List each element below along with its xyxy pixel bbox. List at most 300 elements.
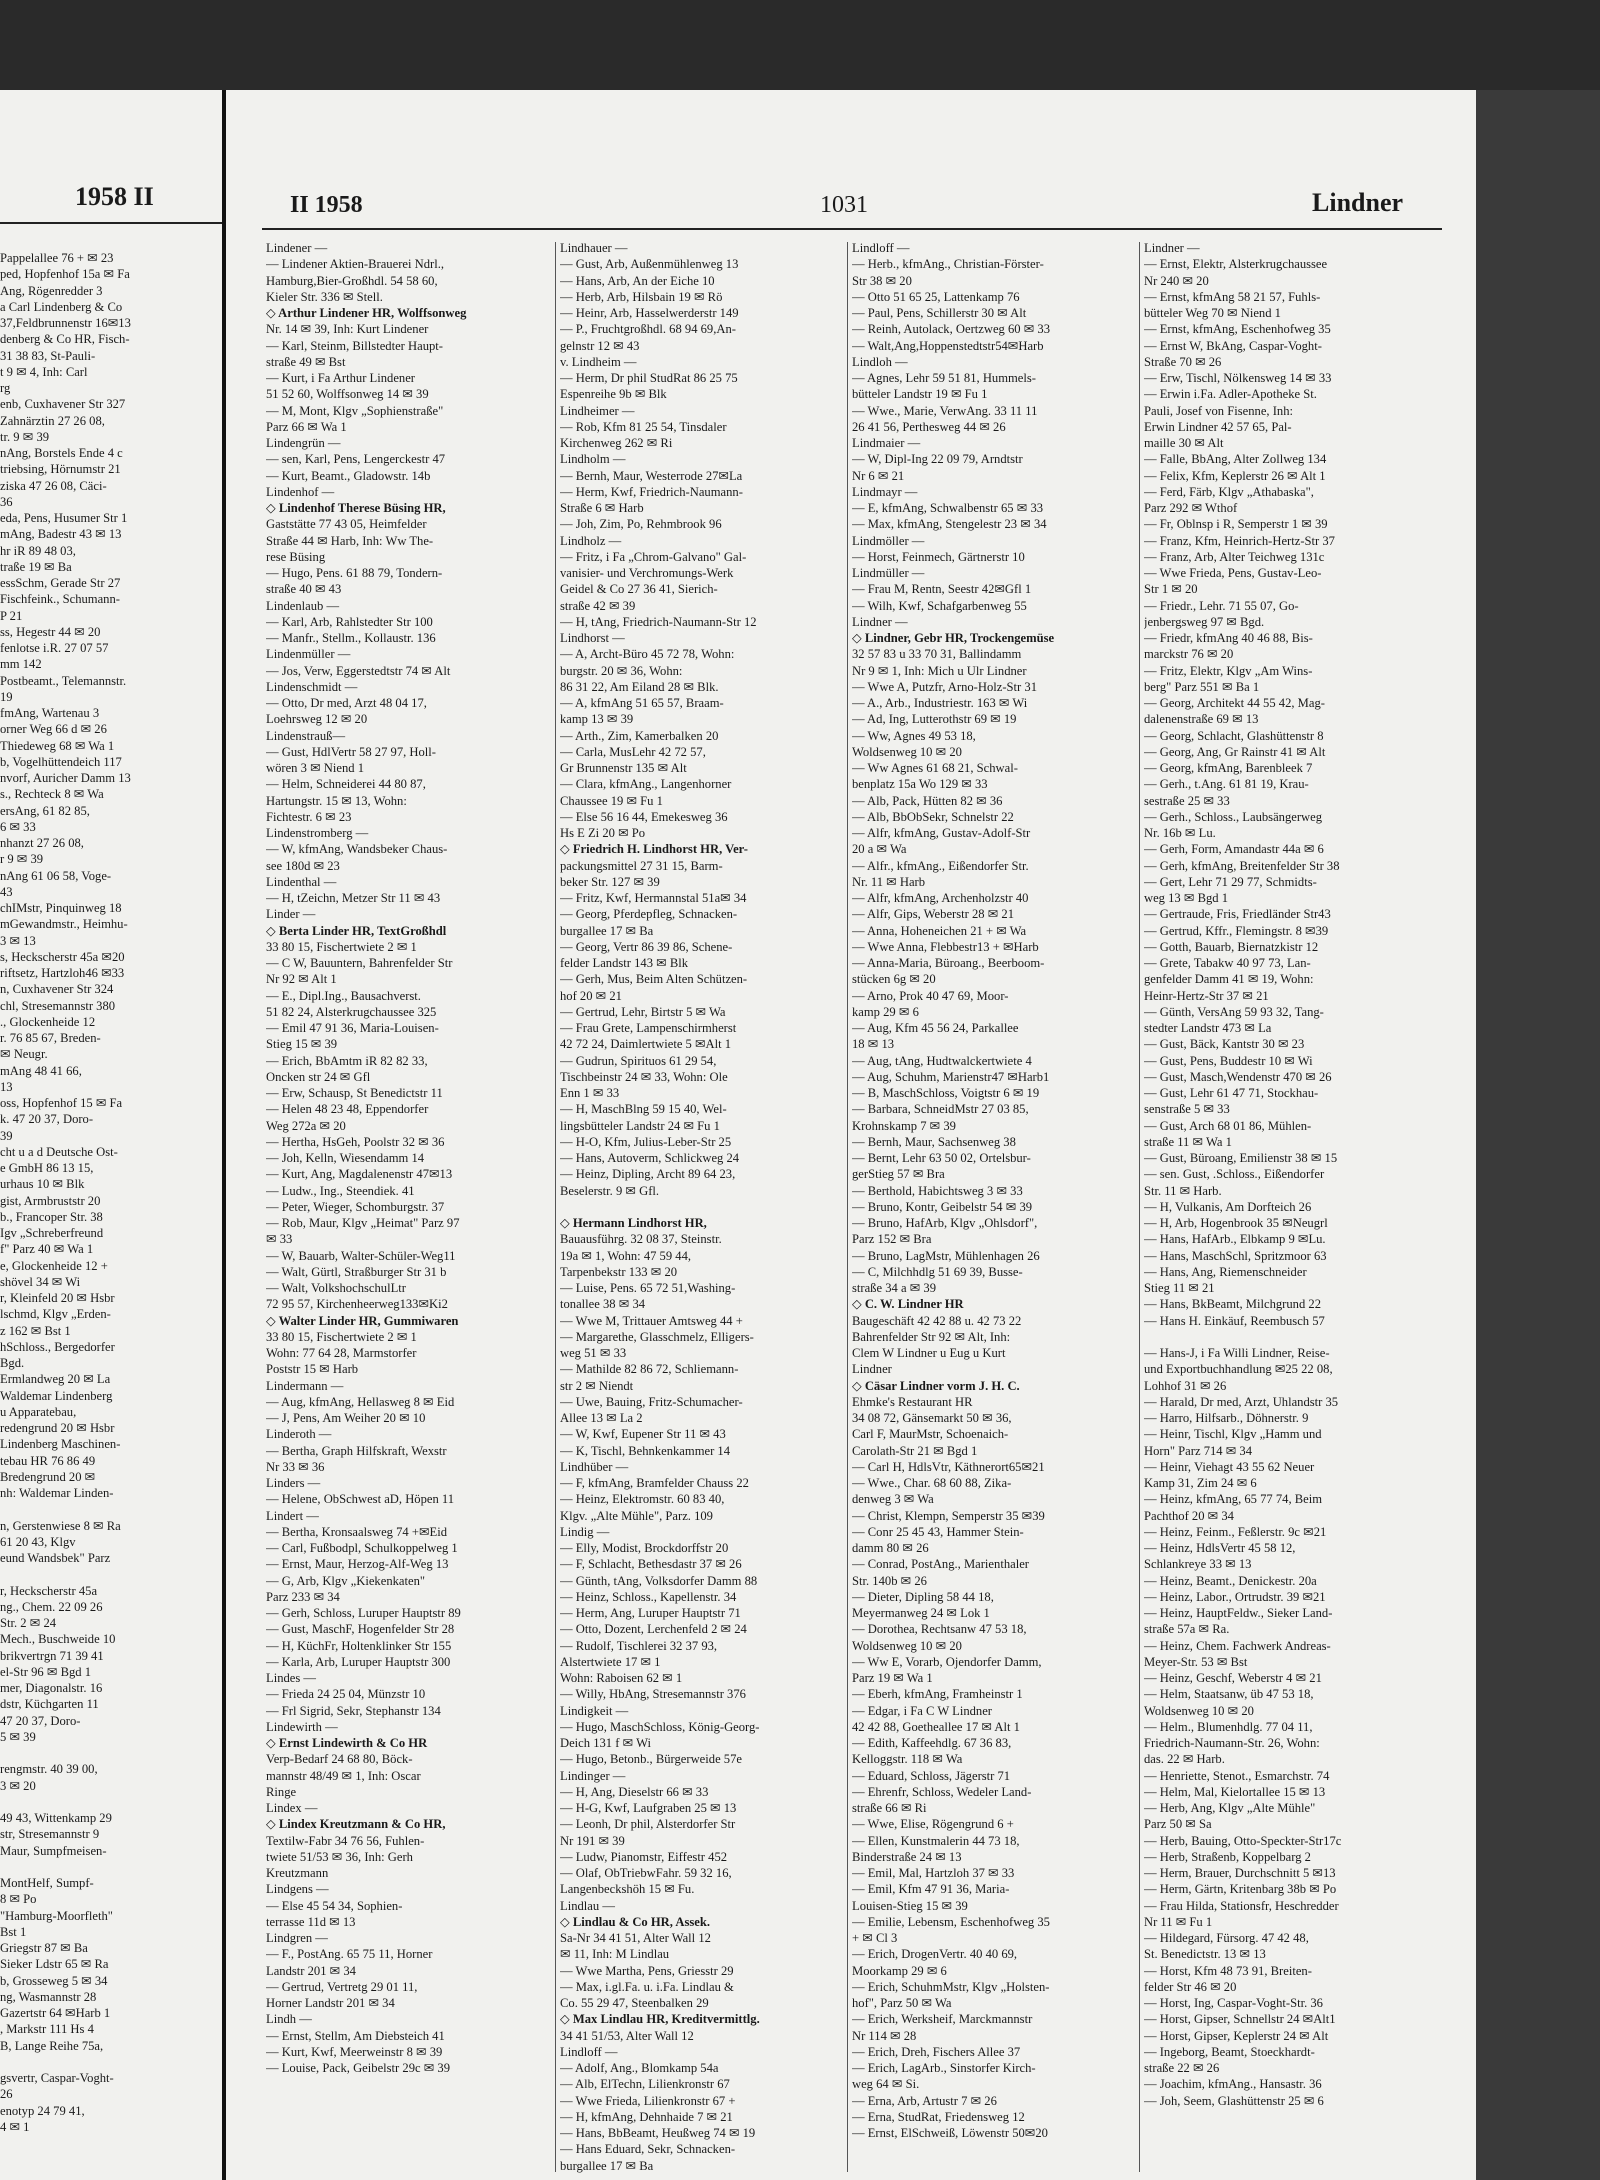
directory-entry-line: das. 22 ✉ Harb. [1144, 1752, 1225, 1767]
directory-entry-line: 26 [0, 2087, 13, 2102]
directory-entry-line: Lindhauer — [560, 241, 628, 255]
directory-entry-line: eund Wandsbek" Parz [0, 1551, 111, 1565]
directory-entry-line: Lindloff — [852, 241, 910, 255]
directory-entry-line: twiete 51/53 ✉ 36, Inh: Gerh [266, 1849, 413, 1864]
directory-entry-line: — Hans, Autoverm, Schlickweg 24 [560, 1151, 740, 1165]
directory-entry-line [0, 1794, 220, 1810]
directory-entry-line: Heinr-Hertz-Str 37 ✉ 21 [1144, 988, 1269, 1003]
directory-entry-line: Lindigkeit — [560, 1703, 629, 1718]
directory-entry-line: — Alb, Pack, Hütten 82 ✉ 36 [852, 793, 1003, 808]
directory-entry-line: r, Heckscherstr 45a [0, 1583, 98, 1598]
directory-entry-line: — Gust, Masch,Wendenstr 470 ✉ 26 [1144, 1069, 1332, 1084]
right-page-number: 1031 [820, 192, 868, 218]
directory-entry-line: stedter Landstr 473 ✉ La [1144, 1021, 1272, 1035]
directory-entry-line: — Erwin i.Fa. Adler-Apotheke St. [1144, 387, 1317, 402]
directory-entry-line: — Erw, Tischl, Nölkensweg 14 ✉ 33 [1144, 371, 1332, 385]
directory-entry-line: ✉ 11, Inh: M Lindlau [560, 1947, 670, 1962]
directory-entry-line: — Heinz, Dipling, Archt 89 64 23, [560, 1167, 736, 1182]
directory-entry-line: — Gust, Arch 68 01 86, Mühlen- [1144, 1118, 1312, 1133]
directory-entry-line: hof 20 ✉ 21 [560, 988, 622, 1003]
directory-entry-line: 32 57 83 u 33 70 31, Ballindamm [852, 647, 1022, 662]
directory-entry-line: weg 64 ✉ Si. [852, 2077, 920, 2092]
directory-entry-line: Tischbeinstr 24 ✉ 33, Wohn: Ole [560, 1069, 728, 1084]
directory-entry-line: Langenbeckshöh 15 ✉ Fu. [560, 1882, 695, 1897]
directory-entry-line: 19a ✉ 1, Wohn: 47 59 44, [560, 1248, 692, 1263]
directory-entry-line: — Christ, Klempn, Semperstr 35 ✉39 [852, 1508, 1045, 1523]
directory-entry-line: — Helen 48 23 48, Eppendorfer [266, 1102, 429, 1117]
right-header-rule [262, 228, 1442, 230]
directory-entry-line: — H, tZeichn, Metzer Str 11 ✉ 43 [266, 891, 441, 905]
directory-entry-line: Lindenstromberg — [266, 826, 369, 840]
directory-entry-line: denberg & Co HR, Fisch- [0, 332, 130, 347]
directory-entry-line: — Aug, tAng, Hudtwalckertwiete 4 [852, 1053, 1032, 1068]
directory-entry-line: mGewandmstr., Heimhu- [0, 917, 128, 932]
directory-entry-line: — Joh, Kelln, Wiesendamm 14 [266, 1151, 425, 1165]
directory-entry-line: eda, Pens, Husumer Str 1 [0, 511, 128, 525]
directory-entry-line: — Clara, kfmAng., Langenhorner [560, 777, 732, 792]
directory-entry-line: Gaststätte 77 43 05, Heimfelder [266, 517, 427, 532]
directory-entry-line: — Bruno, Kontr, Geibelstr 54 ✉ 39 [852, 1199, 1033, 1214]
directory-entry-line: Lindengrün — [266, 436, 341, 450]
directory-entry-line: r. 76 85 67, Breden- [0, 1031, 101, 1045]
directory-entry-line: n, Cuxhavener Str 324 [0, 982, 114, 997]
column-divider [1139, 242, 1140, 2172]
directory-entry-line: — Herm, Gärtn, Kritenbarg 38b ✉ Po [1144, 1882, 1337, 1897]
directory-entry-line: — Ehrenfr, Schloss, Wedeler Land- [852, 1784, 1032, 1799]
directory-entry-line: — H, Ang, Dieselstr 66 ✉ 33 [560, 1784, 709, 1799]
directory-entry-line: — Carl H, HdlsVtr, Käthnerort65✉21 [852, 1459, 1045, 1474]
directory-entry-line: Lindenschmidt — [266, 679, 358, 694]
directory-entry-line: Kamp 31, Zim 24 ✉ 6 [1144, 1476, 1257, 1490]
directory-entry-line: — Otto 51 65 25, Lattenkamp 76 [852, 289, 1020, 304]
directory-entry-line: — J, Pens, Am Weiher 20 ✉ 10 [266, 1411, 426, 1425]
directory-entry-line: — Hildegard, Fürsorg. 47 42 48, [1144, 1931, 1309, 1945]
directory-entry-line: Lindholz — [560, 533, 622, 548]
directory-entry-line: rg [0, 381, 11, 395]
directory-entry-line: Moorkamp 29 ✉ 6 [852, 1963, 947, 1978]
directory-entry-line: Lindenlaub — [266, 598, 340, 613]
directory-entry-line: straße 11 ✉ Wa 1 [1144, 1134, 1232, 1149]
directory-entry-line: Linderoth — [266, 1427, 332, 1442]
directory-entry-line: 42 72 24, Daimlertwiete 5 ✉Alt 1 [560, 1037, 732, 1052]
directory-entry-line: Deich 131 f ✉ Wi [560, 1736, 651, 1750]
directory-entry-line: Bredengrund 20 ✉ [0, 1469, 96, 1484]
directory-entry-line: Nr 240 ✉ 20 [1144, 273, 1209, 288]
directory-entry-line: — Aug, Schuhm, Marienstr47 ✉Harb1 [852, 1069, 1050, 1084]
directory-entry-line: — Helm., Blumenhdlg. 77 04 11, [1144, 1719, 1313, 1734]
directory-entry-line: — Ernst, ElSchweiß, Löwenstr 50✉20 [852, 2126, 1048, 2140]
directory-entry-line: — Günth, tAng, Volksdorfer Damm 88 [560, 1573, 758, 1588]
directory-entry-line: Weg 272a ✉ 20 [266, 1118, 346, 1133]
directory-entry-line: Linders — [266, 1476, 321, 1490]
directory-entry-line: — Frau M, Rentn, Seestr 42✉Gfl 1 [852, 582, 1032, 597]
directory-entry-line: — Eberh, kfmAng, Framheinstr 1 [852, 1687, 1023, 1702]
directory-entry-line: Kelloggstr. 118 ✉ Wa [852, 1752, 963, 1767]
directory-entry-line: Waldemar Lindenberg [0, 1388, 113, 1403]
directory-entry-line: — Hugo, Betonb., Bürgerweide 57e [560, 1752, 742, 1767]
directory-entry-line: oss, Hopfenhof 15 ✉ Fa [0, 1096, 123, 1110]
directory-entry-line: burgstr. 20 ✉ 36, Wohn: [560, 663, 683, 678]
directory-entry-line: — Else 45 54 34, Sophien- [266, 1898, 403, 1913]
directory-entry-line: — Anna, Hoheneichen 21 + ✉ Wa [852, 923, 1027, 938]
directory-entry-line: ◇ Arthur Lindener HR, Wolffsonweg [266, 306, 467, 320]
directory-entry-line: Parz 50 ✉ Sa [1144, 1817, 1212, 1832]
directory-entry-line: — Wwe, Elise, Rögengrund 6 + [852, 1817, 1014, 1832]
directory-entry-line: 36 [0, 494, 13, 509]
directory-entry-line [0, 1501, 220, 1517]
directory-entry-line: Lindner [852, 1362, 892, 1377]
directory-entry-line: — Ww E, Vorarb, Ojendorfer Damm, [852, 1654, 1042, 1669]
directory-entry-line: — H, tAng, Friedrich-Naumann-Str 12 [560, 614, 757, 629]
directory-entry-line: el-Str 96 ✉ Bgd 1 [0, 1664, 92, 1679]
directory-entry-line: n, Gerstenwiese 8 ✉ Ra [0, 1518, 121, 1533]
directory-entry-line: ◇ Cäsar Lindner vorm J. H. C. [852, 1378, 1020, 1393]
directory-entry-line: — Rudolf, Tischlerei 32 37 93, [560, 1638, 718, 1653]
directory-entry-line: Allee 13 ✉ La 2 [560, 1411, 643, 1425]
directory-entry-line: ., Glockenheide 12 [0, 1014, 96, 1029]
directory-entry-line: hof", Parz 50 ✉ Wa [852, 1996, 952, 2010]
directory-entry-line: 5 ✉ 39 [0, 1729, 36, 1744]
directory-entry-line [1144, 1329, 1434, 1345]
directory-entry-line: Lindheimer — [560, 403, 635, 418]
directory-entry-line: — Walt, VolkshochschulLtr [266, 1281, 406, 1295]
directory-entry-line: gsvertr, Caspar-Voght- [0, 2071, 114, 2085]
directory-entry-line: 20 a ✉ Wa [852, 842, 907, 857]
directory-entry-line: brikvertrgn 71 39 41 [0, 1648, 104, 1663]
directory-entry-line: Straße 6 ✉ Harb [560, 501, 644, 515]
directory-entry-line: Horn" Parz 714 ✉ 34 [1144, 1443, 1253, 1458]
directory-entry-line: — Gust, HdlVertr 58 27 97, Holl- [266, 744, 437, 759]
directory-entry-line: — Hans, Arb, An der Eiche 10 [560, 273, 715, 288]
directory-entry-line: — E, kfmAng, Schwalbenstr 65 ✉ 33 [852, 501, 1044, 515]
directory-entry-line: — Wilh, Kwf, Schafgarbenweg 55 [852, 598, 1027, 613]
directory-entry-line: Bauausführg. 32 08 37, Steinstr. [560, 1232, 722, 1247]
directory-entry-line: — Walt, Gürtl, Straßburger Str 31 b [266, 1264, 447, 1279]
directory-entry-line: — Max, i.gl.Fa. u. i.Fa. Lindlau & [560, 1979, 734, 1994]
directory-entry-line: Pauli, Josef von Fisenne, Inh: [1144, 403, 1294, 418]
directory-entry-line: Igv „Schreberfreund [0, 1226, 104, 1240]
directory-entry-line: — P., Fruchtgroßhdl. 68 94 69,An- [560, 322, 736, 337]
directory-entry-line: straße 66 ✉ Ri [852, 1801, 927, 1815]
directory-entry-line: ◇ Ernst Lindewirth & Co HR [266, 1736, 428, 1750]
directory-entry-line: vanisier- und Verchromungs-Werk [560, 566, 734, 580]
directory-entry-line: — Alfr, Gips, Weberstr 28 ✉ 21 [852, 907, 1015, 922]
directory-entry-line: 18 ✉ 13 [852, 1037, 895, 1052]
directory-entry-line [0, 1859, 220, 1875]
directory-entry-line: gist, Armbruststr 20 [0, 1193, 101, 1208]
directory-entry-line: Lindenhof — [266, 484, 335, 499]
directory-entry-line: — Heinr, Tischl, Klgv „Hamm und [1144, 1427, 1322, 1442]
directory-entry-line: — Erna, StudRat, Friedensweg 12 [852, 2109, 1025, 2124]
directory-entry-line: ✉ Neugr. [0, 1047, 48, 1062]
directory-entry-line: — Gust, Arb, Außenmühlenweg 13 [560, 257, 739, 272]
directory-entry-line: — H, Vulkanis, Am Dorfteich 26 [1144, 1199, 1312, 1214]
directory-entry-line: Lindhorst — [560, 631, 625, 645]
directory-entry-line: ◇ Walter Linder HR, Gummiwaren [266, 1313, 459, 1328]
directory-entry-line: gelnstr 12 ✉ 43 [560, 338, 640, 353]
directory-entry-line: Nr. 11 ✉ Harb [852, 874, 926, 889]
directory-entry-line: lschmd, Klgv „Erden- [0, 1307, 111, 1322]
directory-entry-line: Bst 1 [0, 1924, 27, 1939]
directory-entry-line: — Wwe., Char. 68 60 88, Zika- [852, 1476, 1012, 1490]
directory-entry-line: — Ernst, Maur, Herzog-Alf-Weg 13 [266, 1557, 449, 1572]
directory-entry-line: Ringe [266, 1784, 297, 1799]
directory-entry-line: senstraße 5 ✉ 33 [1144, 1102, 1230, 1117]
directory-entry-line: stücken 6g ✉ 20 [852, 972, 936, 987]
directory-entry-line: 61 20 43, Klgv [0, 1534, 76, 1549]
directory-entry-line: St. Benedictstr. 13 ✉ 13 [1144, 1947, 1266, 1962]
directory-entry-line: — Mathilde 82 86 72, Schliemann- [560, 1362, 739, 1377]
directory-entry-line: Lindex — [266, 1801, 318, 1815]
directory-entry-line: 34 41 51/53, Alter Wall 12 [560, 2028, 694, 2043]
column-divider [555, 242, 556, 2172]
directory-entry-line: Fichtestr. 6 ✉ 23 [266, 809, 352, 824]
directory-entry-line: 51 82 24, Alsterkrugchaussee 325 [266, 1004, 437, 1019]
directory-column-1 [266, 240, 548, 2076]
directory-entry-line: — Horst, Feinmech, Gärtnerstr 10 [852, 549, 1025, 564]
directory-entry-line: mAng 48 41 66, [0, 1063, 82, 1078]
directory-entry-line: bütteler Weg 70 ✉ Niend 1 [1144, 306, 1281, 320]
directory-entry-line: essSchm, Gerade Str 27 [0, 576, 121, 590]
directory-entry-line: — Olaf, ObTriebwFahr. 59 32 16, [560, 1866, 732, 1880]
directory-entry-line: — Georg, Architekt 44 55 42, Mag- [1144, 696, 1325, 710]
directory-entry-line: mAng, Badestr 43 ✉ 13 [0, 527, 122, 542]
directory-entry-line: — Friedr, kfmAng 40 46 88, Bis- [1144, 631, 1313, 645]
directory-entry-line: — Frieda 24 25 04, Münzstr 10 [266, 1687, 426, 1702]
directory-entry-line: — Wwe., Marie, VerwAng. 33 11 11 [852, 403, 1038, 418]
directory-entry-line: — Ellen, Kunstmalerin 44 73 18, [852, 1833, 1020, 1848]
directory-entry-line: beker Str. 127 ✉ 39 [560, 874, 660, 889]
directory-entry-line: — Bernh, Maur, Westerrode 27✉La [560, 468, 743, 483]
directory-entry-line: Gazertstr 64 ✉Harb 1 [0, 2006, 111, 2020]
directory-entry-line: — Bertha, Kronsaalsweg 74 +✉Eid [266, 1524, 447, 1539]
directory-entry-line: B, Lange Reihe 75a, [0, 2038, 104, 2053]
directory-entry-line: — Herm, Brauer, Durchschnitt 5 ✉13 [1144, 1866, 1336, 1880]
directory-entry-line: — Georg, Vertr 86 39 86, Schene- [560, 939, 733, 954]
directory-entry-line: — Herb., kfmAng., Christian-Förster- [852, 257, 1044, 272]
directory-entry-line: nhanzt 27 26 08, [0, 836, 84, 850]
directory-entry-line: Ang, Rögenredder 3 [0, 283, 103, 298]
directory-entry-line: — Gerh, Form, Amandastr 44a ✉ 6 [1144, 842, 1324, 857]
directory-entry-line: — Franz, Kfm, Heinrich-Hertz-Str 37 [1144, 533, 1335, 548]
directory-entry-line: ◇ Friedrich H. Lindhorst HR, Ver- [560, 842, 748, 857]
directory-entry-line: Loehrsweg 12 ✉ 20 [266, 712, 368, 727]
directory-entry-line: — Felix, Kfm, Keplerstr 26 ✉ Alt 1 [1144, 468, 1326, 483]
directory-entry-line: — Arth., Zim, Kamerbalken 20 [560, 728, 719, 743]
directory-entry-line: Stieg 15 ✉ 39 [266, 1037, 338, 1052]
directory-entry-line: — W, Bauarb, Walter-Schüler-Weg11 [266, 1248, 456, 1263]
directory-entry-line: — Georg, kfmAng, Barenbleek 7 [1144, 761, 1313, 775]
directory-entry-line: Nr 11 ✉ Fu 1 [1144, 1914, 1213, 1929]
directory-entry-line: 86 31 22, Am Eiland 28 ✉ Blk. [560, 679, 719, 694]
directory-entry-line: 47 20 37, Doro- [0, 1713, 81, 1728]
directory-entry-line: ng, Wasmannstr 28 [0, 1989, 97, 2004]
directory-entry-line: — Otto, Dozent, Lerchenfeld 2 ✉ 24 [560, 1622, 747, 1637]
directory-entry-line: — K, Tischl, Behnkenkammer 14 [560, 1443, 731, 1458]
directory-entry-line: Parz 292 ✉ Wthof [1144, 501, 1238, 515]
directory-entry-line: — Bertha, Graph Hilfskraft, Wexstr [266, 1443, 447, 1458]
directory-entry-line: 8 ✉ Po [0, 1892, 37, 1907]
directory-entry-line: — Joh, Seem, Glashüttenstr 25 ✉ 6 [1144, 2093, 1324, 2108]
directory-entry-line: 19 [0, 689, 13, 704]
directory-entry-line: — Gotth, Bauarb, Biernatzkistr 12 [1144, 939, 1319, 954]
directory-entry-line: maille 30 ✉ Alt [1144, 436, 1224, 450]
directory-entry-line: Lindewirth — [266, 1719, 338, 1734]
directory-entry-line: Bahrenfelder Str 92 ✉ Alt, Inh: [852, 1329, 1011, 1344]
directory-entry-line: — Hans H. Einkäuf, Reembusch 57 [1144, 1313, 1325, 1328]
directory-entry-line: — Friedr., Lehr. 71 55 07, Go- [1144, 598, 1299, 613]
directory-entry-line: Thiedeweg 68 ✉ Wa 1 [0, 738, 115, 753]
directory-entry-line: Lindh — [266, 2012, 312, 2027]
directory-entry-line: — Frau Grete, Lampenschirmherst [560, 1021, 737, 1035]
directory-entry-line: — Joh, Zim, Po, Rehmbrook 96 [560, 517, 722, 532]
directory-entry-line: ◇ Max Lindlau HR, Kreditvermittlg. [560, 2012, 760, 2027]
directory-entry-line: Baugeschäft 42 42 88 u. 42 73 22 [852, 1313, 1022, 1328]
directory-entry-line: 3 ✉ 13 [0, 933, 36, 948]
directory-entry-line: — Gust, MaschF, Hogenfelder Str 28 [266, 1622, 455, 1637]
directory-entry-line: — Helm, Schneiderei 44 80 87, [266, 777, 426, 792]
directory-entry-line: — Herb, Ang, Klgv „Alte Mühle" [1144, 1801, 1316, 1815]
directory-entry-line: Sieker Ldstr 65 ✉ Ra [0, 1957, 109, 1972]
directory-entry-line: Parz 152 ✉ Bra [852, 1232, 932, 1247]
directory-entry-line: — Herm, Ang, Luruper Hauptstr 71 [560, 1606, 741, 1620]
directory-entry-line: — Alb, ElTechn, Lilienkronstr 67 [560, 2077, 730, 2092]
directory-entry-line: Straße 70 ✉ 26 [1144, 354, 1222, 369]
directory-entry-line: — W, Dipl-Ing 22 09 79, Arndtstr [852, 452, 1023, 467]
directory-entry-line: — Bernt, Lehr 63 50 02, Ortelsbur- [852, 1151, 1031, 1165]
directory-entry-line: — Ernst, Stellm, Am Diebsteich 41 [266, 2028, 445, 2043]
directory-entry-line: "Hamburg-Moorfleth" [0, 1908, 113, 1923]
directory-entry-line: Str. 140b ✉ 26 [852, 1573, 927, 1588]
directory-entry-line: shövel 34 ✉ Wi [0, 1274, 81, 1289]
directory-entry-line: MontHelf, Sumpf- [0, 1876, 94, 1890]
directory-entry-line: k. 47 20 37, Doro- [0, 1112, 94, 1127]
directory-entry-line: r 9 ✉ 39 [0, 852, 44, 867]
directory-entry-line: 34 08 72, Gänsemarkt 50 ✉ 36, [852, 1411, 1012, 1425]
directory-entry-line: Woldsenweg 10 ✉ 20 [852, 744, 962, 759]
directory-entry-line: Lindenthal — [266, 874, 337, 889]
directory-entry-line: — Anna-Maria, Büroang., Beerboom- [852, 956, 1045, 970]
right-page-header-year: II 1958 [290, 192, 363, 218]
directory-entry-line: — Emil 47 91 36, Maria-Louisen- [266, 1021, 439, 1035]
directory-entry-line: — Horst, Ing, Caspar-Voght-Str. 36 [1144, 1996, 1323, 2010]
directory-entry-line: Nr 9 ✉ 1, Inh: Mich u Ulr Lindner [852, 663, 1027, 678]
directory-entry-line: straße 42 ✉ 39 [560, 598, 636, 613]
directory-entry-line: — Alfr, kfmAng, Gustav-Adolf-Str [852, 826, 1031, 840]
directory-entry-line: a Carl Lindenberg & Co [0, 299, 123, 314]
directory-entry-line: — Otto, Dr med, Arzt 48 04 17, [266, 696, 427, 710]
directory-entry-line: rese Büsing [266, 549, 326, 564]
directory-entry-line: — Alfr., kfmAng., Eißendorfer Str. [852, 858, 1029, 873]
directory-entry-line: Espenreihe 9b ✉ Blk [560, 387, 667, 402]
directory-entry-line: — H, kfmAng, Dehnhaide 7 ✉ 21 [560, 2109, 733, 2124]
directory-entry-line: — Arno, Prok 40 47 69, Moor- [852, 988, 1009, 1003]
directory-entry-line: ng., Chem. 22 09 26 [0, 1599, 103, 1614]
directory-entry-line: — Georg, Ang, Gr Rainstr 41 ✉ Alt [1144, 744, 1326, 759]
directory-entry-line: redengrund 20 ✉ Hsbr [0, 1421, 115, 1435]
directory-entry-line: — Erich, DrogenVertr. 40 40 69, [852, 1947, 1018, 1962]
left-header-rule [0, 222, 222, 224]
directory-column-4 [1144, 240, 1434, 2109]
directory-entry-line: — Hans, BkBeamt, Milchgrund 22 [1144, 1297, 1321, 1312]
directory-entry-line: chIMstr, Pinquinweg 18 [0, 901, 122, 915]
directory-entry-line: — Bruno, HafArb, Klgv „Ohlsdorf", [852, 1216, 1038, 1230]
directory-entry-line: — Wwe Anna, Flebbestr13 + ✉Harb [852, 939, 1039, 954]
directory-entry-line: Lindmayr — [852, 484, 918, 499]
directory-entry-line: Clem W Lindner u Eug u Kurt [852, 1346, 1006, 1360]
directory-entry-line: — Heinz, Schloss., Kapellenstr. 34 [560, 1589, 737, 1604]
directory-entry-line: straße 22 ✉ 26 [1144, 2061, 1220, 2075]
directory-entry-line: tr. 9 ✉ 39 [0, 429, 50, 444]
directory-entry-line: tonallee 38 ✉ 34 [560, 1297, 646, 1312]
directory-entry-line: — Hugo, Pens. 61 88 79, Tondern- [266, 566, 443, 580]
directory-entry-line: Linder — [266, 907, 316, 922]
directory-entry-line: — Heinz, Beamt., Denickestr. 20a [1144, 1573, 1317, 1588]
directory-entry-line: ◇ C. W. Lindner HR [852, 1297, 964, 1312]
directory-entry-line [560, 1199, 842, 1215]
directory-entry-line: wören 3 ✉ Niend 1 [266, 761, 364, 775]
directory-entry-line: Lindenstrauß— [266, 728, 346, 743]
directory-entry-line: — Gerh, Schloss, Luruper Hauptstr 89 [266, 1606, 461, 1620]
directory-entry-line: e GmbH 86 13 15, [0, 1161, 94, 1175]
directory-entry-line: nAng 61 06 58, Voge- [0, 868, 112, 883]
directory-entry-line: — Horst, Gipser, Schnellstr 24 ✉Alt1 [1144, 2012, 1336, 2027]
directory-entry-line: — Dorothea, Rechtsanw 47 53 18, [852, 1622, 1027, 1637]
directory-entry-line: — Heinz, kfmAng, 65 77 74, Beim [1144, 1492, 1323, 1507]
directory-entry-line: — Gust, Büroang, Emilienstr 38 ✉ 15 [1144, 1151, 1338, 1165]
directory-entry-line: Nr 92 ✉ Alt 1 [266, 972, 337, 987]
directory-entry-line: — Gertrud, Vertretg 29 01 11, [266, 1979, 418, 1994]
directory-entry-line: — Aug, kfmAng, Hellasweg 8 ✉ Eid [266, 1394, 455, 1409]
directory-entry-line: berg" Parz 551 ✉ Ba 1 [1144, 679, 1260, 694]
directory-entry-line: Lindner — [852, 614, 908, 629]
directory-entry-line: Zahnärztin 27 26 08, [0, 413, 105, 428]
directory-entry-line: Lindig — [560, 1524, 610, 1539]
directory-entry-line: Tarpenbekstr 133 ✉ 20 [560, 1264, 678, 1279]
directory-entry-line: — Herb, Straßenb, Koppelbarg 2 [1144, 1849, 1311, 1864]
directory-entry-line: 31 38 83, St-Pauli- [0, 348, 96, 363]
directory-entry-line: burgallee 17 ✉ Ba [560, 923, 654, 938]
right-page-running-head: Lindner [1312, 188, 1404, 217]
directory-entry-line: — Else 56 16 44, Emekesweg 36 [560, 809, 728, 824]
directory-entry-line: — Heinz, Feinm., Feßlerstr. 9c ✉21 [1144, 1524, 1327, 1539]
directory-entry-line: 4 ✉ 1 [0, 2119, 30, 2134]
directory-entry-line: — Kurt, Ang, Magdalenenstr 47✉13 [266, 1167, 453, 1182]
directory-entry-line: Str 1 ✉ 20 [1144, 582, 1198, 597]
directory-entry-line: Parz 66 ✉ Wa 1 [266, 419, 347, 434]
directory-entry-line: kamp 13 ✉ 39 [560, 712, 634, 727]
column-divider [847, 242, 848, 2172]
directory-entry-line: Wohn: Raboisen 62 ✉ 1 [560, 1671, 683, 1685]
directory-entry-line: Postbeamt., Telemannstr. [0, 673, 127, 688]
directory-entry-line: 42 42 88, Goetheallee 17 ✉ Alt 1 [852, 1719, 1020, 1734]
directory-entry-line: Meyer-Str. 53 ✉ Bst [1144, 1654, 1248, 1669]
directory-entry-line: terrasse 11d ✉ 13 [266, 1914, 356, 1929]
directory-entry-line: Carl F, MaurMstr, Schoenaich- [852, 1427, 1009, 1442]
directory-entry-line: — Heinz, Labor., Ortrudstr. 39 ✉21 [1144, 1589, 1326, 1604]
directory-entry-line: — Gerh., t.Ang. 61 81 19, Krau- [1144, 777, 1309, 792]
directory-entry-line: — Edith, Kaffeehdlg. 67 36 83, [852, 1736, 1012, 1750]
directory-entry-line: — Walt,Ang,Hoppenstedtstr54✉Harb [852, 338, 1044, 353]
directory-entry-line: felder Landstr 143 ✉ Blk [560, 956, 689, 970]
directory-entry-line: — Harro, Hilfsarb., Döhnerstr. 9 [1144, 1411, 1309, 1425]
directory-entry-line: riftsetz, Hartzloh46 ✉33 [0, 966, 125, 980]
directory-entry-line: Lindmöller — [852, 533, 925, 548]
directory-entry-line: — Hans-J, i Fa Willi Lindner, Reise- [1144, 1346, 1330, 1360]
directory-entry-line [0, 2054, 220, 2070]
directory-entry-line: — Grete, Tabakw 40 97 73, Lan- [1144, 956, 1311, 970]
directory-entry-line: — Heinz, Geschf, Weberstr 4 ✉ 21 [1144, 1671, 1322, 1685]
